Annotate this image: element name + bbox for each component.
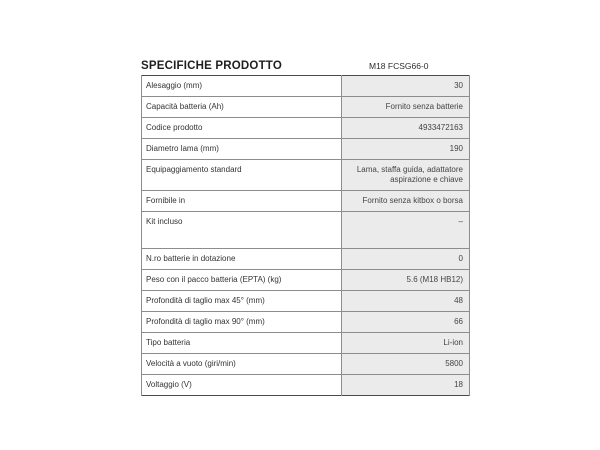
- spec-value-voltage: 18: [342, 375, 470, 396]
- table-row: [142, 212, 470, 249]
- spec-label-battery-capacity: Capacità batteria (Ah): [142, 97, 342, 118]
- spec-value-standard-equipment: [342, 160, 470, 191]
- table-row: [142, 375, 470, 396]
- spec-label-available-in: Fornibile in: [142, 191, 342, 212]
- spec-value-bore: 30: [342, 76, 470, 97]
- table-row: [142, 160, 470, 191]
- spec-label-voltage: Voltaggio (V): [142, 375, 342, 396]
- spec-label-weight: Peso con il pacco batteria (EPTA) (kg): [142, 270, 342, 291]
- spec-label-blade-diameter: Diametro lama (mm): [142, 139, 342, 160]
- spec-value-standard-equipment-line1: Lama, staffa guida, adattatore: [356, 165, 463, 174]
- product-spec-sheet: [141, 57, 470, 396]
- spec-value-cut-depth-90: 66: [342, 312, 470, 333]
- spec-table: [141, 75, 470, 396]
- table-row: [142, 191, 470, 212]
- spec-label-battery-count: N.ro batterie in dotazione: [142, 249, 342, 270]
- spec-label-bore: Alesaggio (mm): [142, 76, 342, 97]
- table-row: [142, 139, 470, 160]
- spec-value-battery-type: Li-ion: [342, 333, 470, 354]
- spec-label-battery-type: Tipo batteria: [142, 333, 342, 354]
- spec-label-kit-included: Kit incluso: [142, 212, 342, 249]
- table-row: [142, 249, 470, 270]
- spec-value-battery-capacity: Fornito senza batterie: [342, 97, 470, 118]
- spec-value-kit-included: –: [342, 212, 470, 249]
- spec-label-cut-depth-45: Profondità di taglio max 45° (mm): [142, 291, 342, 312]
- spec-label-product-code: Codice prodotto: [142, 118, 342, 139]
- table-row: [142, 333, 470, 354]
- table-row: [142, 97, 470, 118]
- spec-label-no-load-speed: Velocità a vuoto (giri/min): [142, 354, 342, 375]
- table-row: [142, 76, 470, 97]
- table-row: [142, 270, 470, 291]
- spec-value-no-load-speed: 5800: [342, 354, 470, 375]
- table-row: [142, 118, 470, 139]
- spec-value-weight: 5.6 (M18 HB12): [342, 270, 470, 291]
- spec-header: [141, 57, 470, 73]
- spec-value-cut-depth-45: 48: [342, 291, 470, 312]
- model-code: M18 FCSG66-0: [369, 61, 429, 71]
- table-row: [142, 312, 470, 333]
- spec-label-standard-equipment: Equipaggiamento standard: [142, 160, 342, 191]
- spec-title: SPECIFICHE PRODOTTO: [141, 60, 282, 72]
- spec-value-blade-diameter: 190: [342, 139, 470, 160]
- spec-value-battery-count: 0: [342, 249, 470, 270]
- spec-value-available-in: Fornito senza kitbox o borsa: [342, 191, 470, 212]
- spec-value-product-code: 4933472163: [342, 118, 470, 139]
- spec-label-cut-depth-90: Profondità di taglio max 90° (mm): [142, 312, 342, 333]
- table-row: [142, 291, 470, 312]
- table-row: [142, 354, 470, 375]
- spec-value-standard-equipment-line2: aspirazione e chiave: [390, 175, 463, 184]
